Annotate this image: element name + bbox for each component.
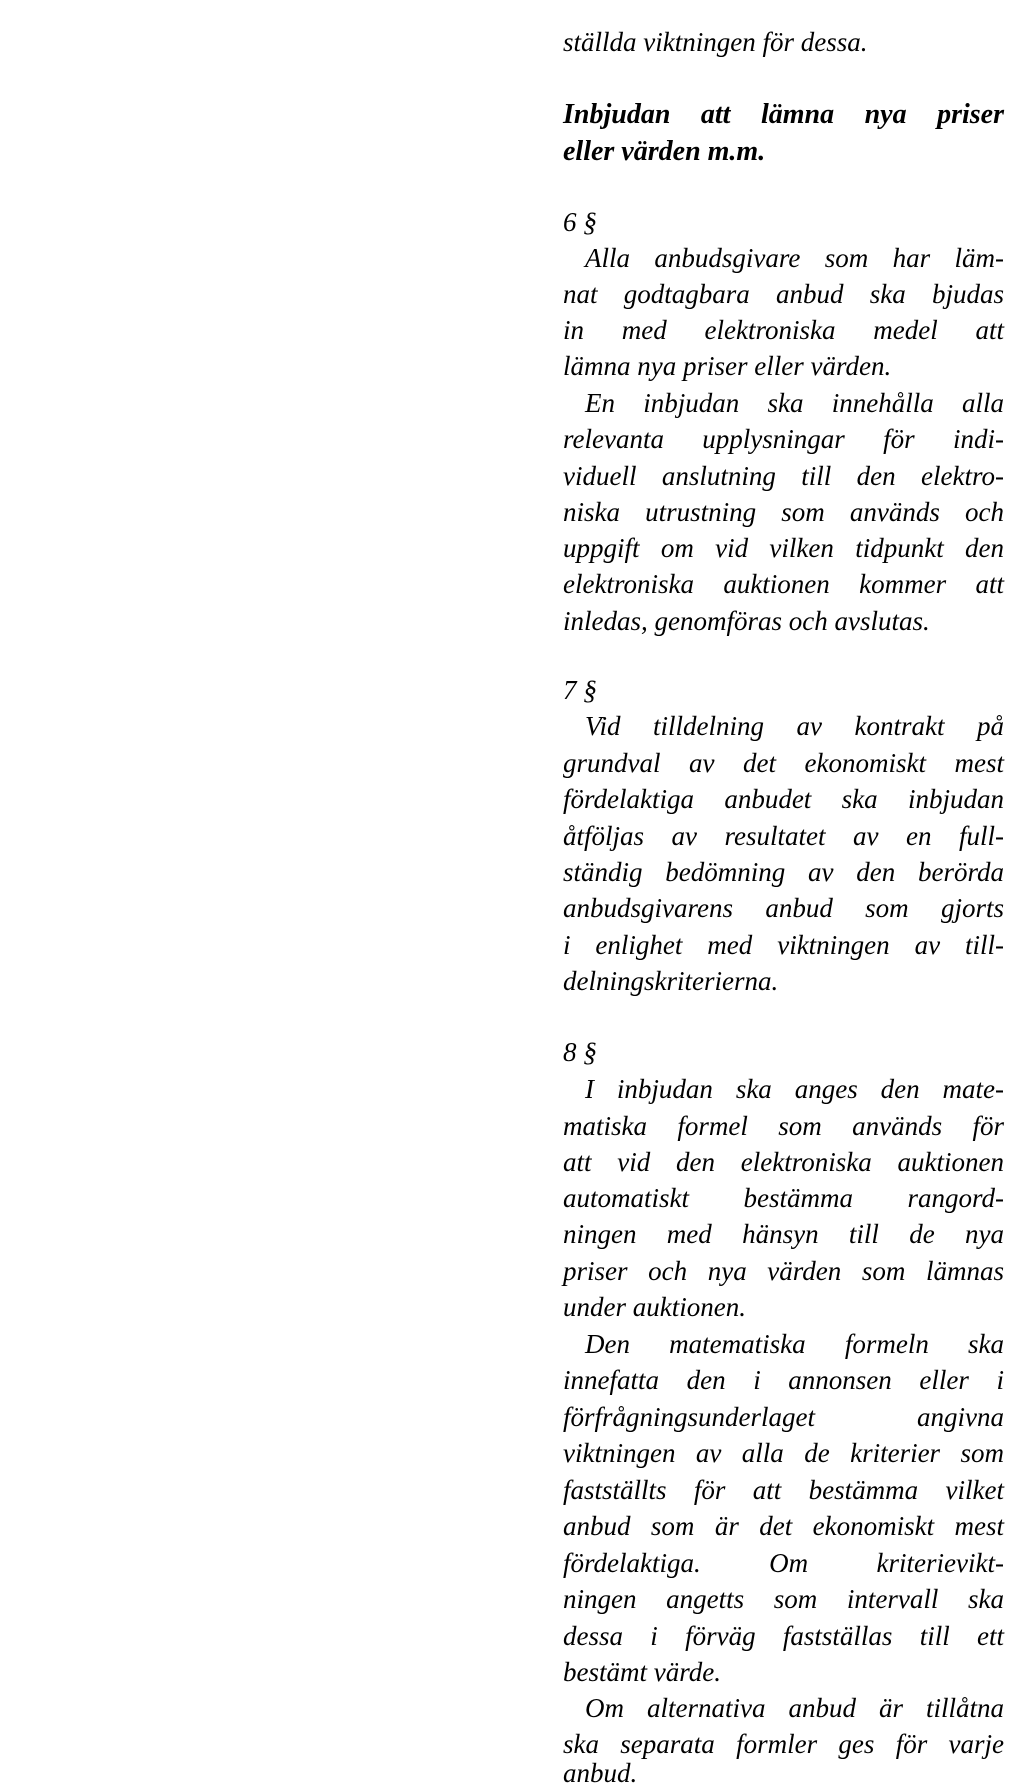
text-line: åtföljas av resultatet av en full- [563,821,1004,851]
text-line: fastställts för att bestämma vilket [563,1475,1004,1505]
text-line: relevanta upplysningar för indi- [563,424,1004,454]
text-line: Den matematiska formeln ska [585,1329,1004,1359]
text-line: grundval av det ekonomiskt mest [563,748,1004,778]
text-line: dessa i förväg fastställas till ett [563,1621,1004,1651]
paragraph-mark: 8 § [563,1037,597,1067]
text-line: förfrågningsunderlaget angivna [563,1402,1004,1432]
text-line: ningen med hänsyn till de nya [563,1219,1004,1249]
text-line: Alla anbudsgivare som har läm- [585,243,1004,273]
text-line: innefatta den i annonsen eller i [563,1365,1004,1395]
text-line: fördelaktiga anbudet ska inbjudan [563,784,1004,814]
text-line: fördelaktiga. Om kriterievikt- [563,1548,1004,1578]
text-line: anbud som är det ekonomiskt mest [563,1511,1004,1541]
text-line: I inbjudan ska anges den mate- [585,1074,1004,1104]
text-line: inledas, genomföras och avslutas. [563,606,930,636]
text-line: ningen angetts som intervall ska [563,1584,1004,1614]
text-line: anbudsgivarens anbud som gjorts [563,893,1004,923]
text-line: anbud. [563,1758,638,1788]
text-line: lämna nya priser eller värden. [563,351,892,381]
text-line: bestämt värde. [563,1657,721,1687]
text-line: priser och nya värden som lämnas [563,1256,1004,1286]
text-line: ständig bedömning av den berörda [563,857,1004,887]
text-line: viktningen av alla de kriterier som [563,1438,1004,1468]
text-line: Om alternativa anbud är tillåtna [585,1693,1004,1723]
text-line: in med elektroniska medel att [563,315,1004,345]
text-line: automatiskt bestämma rangord- [563,1183,1004,1213]
text-line: viduell anslutning till den elektro- [563,461,1004,491]
text-line: uppgift om vid vilken tidpunkt den [563,533,1004,563]
intro-line: ställda viktningen för dessa. [563,27,868,57]
text-line: Vid tilldelning av kontrakt på [585,711,1004,741]
paragraph-mark: 6 § [563,207,597,237]
text-line: i enlighet med viktningen av till- [563,930,1004,960]
text-line: nat godtagbara anbud ska bjudas [563,279,1004,309]
text-line: matiska formel som används för [563,1111,1004,1141]
text-line: under auktionen. [563,1292,746,1322]
heading-line: eller värden m.m. [563,136,766,167]
text-line: att vid den elektroniska auktionen [563,1147,1004,1177]
text-line: En inbjudan ska innehålla alla [585,388,1004,418]
paragraph-mark: 7 § [563,675,597,705]
text-line: niska utrustning som används och [563,497,1004,527]
heading-line: Inbjudan att lämna nya priser [563,99,1004,130]
text-line: ska separata formler ges för varje [563,1729,1004,1759]
text-line: delningskriterierna. [563,966,779,996]
text-line: elektroniska auktionen kommer att [563,569,1004,599]
